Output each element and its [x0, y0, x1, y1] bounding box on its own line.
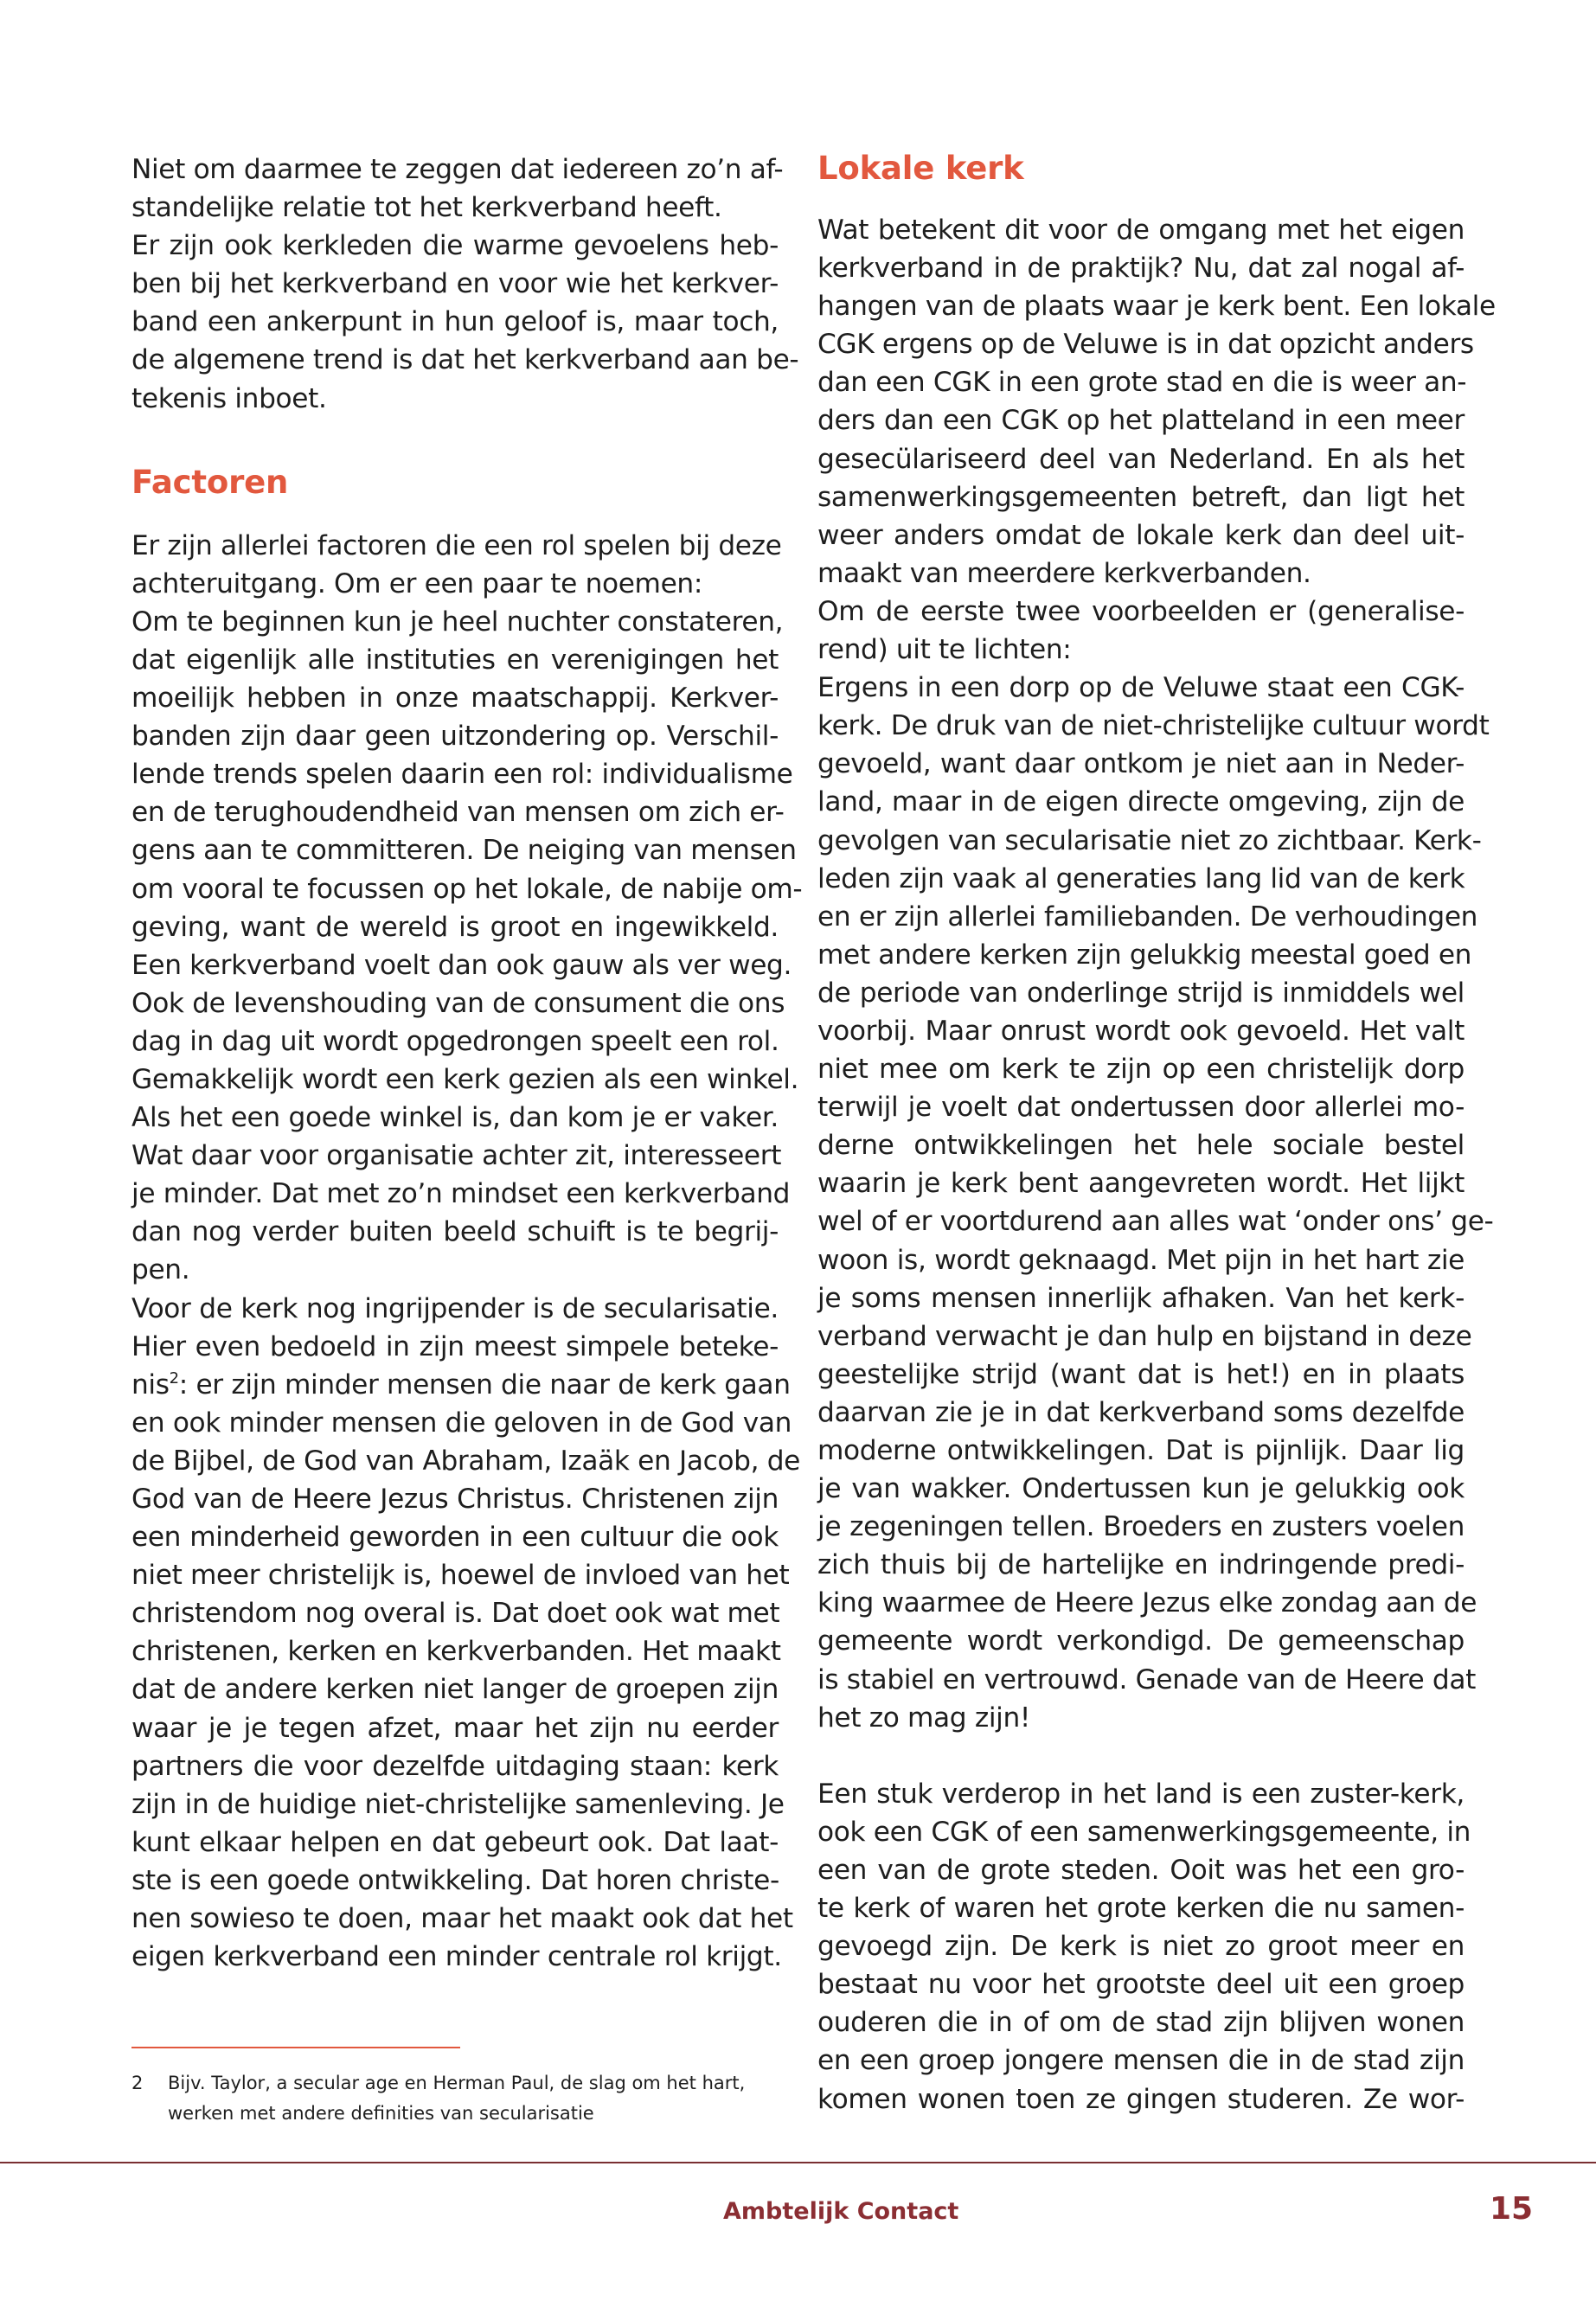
- footnote-divider: [131, 2047, 460, 2048]
- text-line: rend) uit te lichten:: [817, 634, 1072, 666]
- text-line: zijn in de huidige niet-christelijke samenleving. Je: [131, 1788, 785, 1820]
- text-line: gesecülariseerd deel van Nederland. En als het: [817, 443, 1465, 475]
- text-line: land, maar in de eigen directe omgeving, zijn de: [817, 786, 1465, 818]
- text-line: dag in dag uit wordt opgedrongen speelt een rol.: [131, 1025, 779, 1057]
- text-line: Er zijn ook kerkleden die warme gevoelens heb-: [131, 230, 779, 262]
- text-line: geestelijke strijd (want dat is het!) en in plaats: [817, 1358, 1465, 1390]
- text-line: de periode van onderlinge strijd is inmiddels wel: [817, 977, 1465, 1009]
- text-line: ste is een goede ontwikkeling. Dat horen christe-: [131, 1864, 779, 1896]
- text-line: standelijke relatie tot het kerkverband heeft.: [131, 192, 722, 224]
- text-line: daarvan zie je in dat kerkverband soms dezelfde: [817, 1396, 1465, 1428]
- text-line: Ook de levenshouding van de consument die ons: [131, 987, 785, 1019]
- text-line: Wat daar voor organisatie achter zit, interesseert: [131, 1140, 782, 1172]
- text-line: banden zijn daar geen uitzondering op. Verschil-: [131, 721, 779, 753]
- text-line: niet mee om kerk te zijn op een christelijk dorp: [817, 1054, 1465, 1086]
- footnote-reference[interactable]: 2: [169, 1368, 179, 1388]
- text-line: je soms mensen innerlijk afhaken. Van het kerk-: [817, 1282, 1465, 1314]
- text-line: kerkverband in de praktijk? Nu, dat zal nogal af-: [817, 253, 1465, 285]
- text-line: en de terughoudendheid van mensen om zich er-: [131, 797, 785, 829]
- text-line: een van de grote steden. Ooit was het een gro-: [817, 1854, 1465, 1886]
- text-line: je van wakker. Ondertussen kun je gelukkig ook: [817, 1473, 1465, 1505]
- text-line: te kerk of waren het grote kerken die nu samen-: [817, 1893, 1465, 1925]
- footer-publication-title: Ambtelijk Contact: [723, 2198, 959, 2225]
- text-line: kerk. De druk van de niet-christelijke cultuur wordt: [817, 710, 1490, 742]
- text-line: bestaat nu voor het grootste deel uit een groep: [817, 1969, 1465, 2001]
- text-line: ders dan een CGK op het platteland in een meer: [817, 405, 1465, 437]
- text-line: weer anders omdat de lokale kerk dan deel uit-: [817, 519, 1465, 551]
- text-line: de Bijbel, de God van Abraham, Izaäk en Jacob, de: [131, 1445, 800, 1477]
- text-line: een minderheid geworden in een cultuur die ook: [131, 1522, 779, 1554]
- text-line: geving, want de wereld is groot en ingewikkeld.: [131, 911, 779, 943]
- text-line: moeilijk hebben in onze maatschappij. Kerkver-: [131, 683, 779, 715]
- text-line: terwijl je voelt dat ondertussen door allerlei mo-: [817, 1092, 1465, 1124]
- text-line: eigen kerkverband een minder centrale rol krijgt.: [131, 1941, 782, 1973]
- text-line: Een stuk verderop in het land is een zuster-kerk,: [817, 1778, 1465, 1810]
- text-line: waar je je tegen afzet, maar het zijn nu eerder: [131, 1712, 779, 1744]
- section-heading-lokale-kerk: Lokale kerk: [817, 150, 1024, 187]
- text-line: lende trends spelen daarin een rol: individualisme: [131, 759, 793, 791]
- text-line: maakt van meerdere kerkverbanden.: [817, 557, 1311, 589]
- footnote-number: 2: [131, 2073, 144, 2093]
- text-line: dat de andere kerken niet langer de groepen zijn: [131, 1674, 779, 1706]
- text-line: Om de eerste twee voorbeelden er (generalise-: [817, 595, 1465, 627]
- text-line: samenwerkingsgemeenten betreft, dan ligt het: [817, 481, 1465, 513]
- text-line: het zo mag zijn!: [817, 1702, 1031, 1734]
- text-line: komen wonen toen ze gingen studeren. Ze wor-: [817, 2083, 1465, 2115]
- text-line: de algemene trend is dat het kerkverband aan be-: [131, 344, 799, 376]
- text-line: ben bij het kerkverband en voor wie het kerkver-: [131, 268, 779, 300]
- text-line: met andere kerken zijn gelukkig meestal goed en: [817, 939, 1472, 971]
- text-line: en ook minder mensen die geloven in de God van: [131, 1407, 792, 1439]
- right-column: [817, 150, 1496, 2118]
- text-line: dan nog verder buiten beeld schuift is te begrij-: [131, 1216, 779, 1248]
- text-line: Voor de kerk nog ingrijpender is de secularisatie.: [131, 1292, 779, 1324]
- text-line: christendom nog overal is. Dat doet ook wat met: [131, 1598, 780, 1630]
- footnote: [131, 2068, 785, 2129]
- text-line: God van de Heere Jezus Christus. Christenen zijn: [131, 1484, 779, 1515]
- text-line: en een groep jongere mensen die in de stad zijn: [817, 2045, 1465, 2077]
- text-line: gens aan te committeren. De neiging van mensen: [131, 835, 797, 867]
- text-line: pen.: [131, 1254, 190, 1286]
- text-line: woon is, wordt geknaagd. Met pijn in het hart zie: [817, 1244, 1465, 1276]
- text-line: niet meer christelijk is, hoewel de invloed van het: [131, 1560, 790, 1592]
- text-line: om vooral te focussen op het lokale, de nabije om-: [131, 873, 803, 905]
- text-line: wel of er voortdurend aan alles wat ‘onder ons’ ge-: [817, 1206, 1494, 1238]
- text-line: achteruitgang. Om er een paar te noemen:: [131, 567, 703, 599]
- text-line: christenen, kerken en kerkverbanden. Het maakt: [131, 1636, 781, 1668]
- text-line: Gemakkelijk wordt een kerk gezien als een winkel.: [131, 1063, 799, 1095]
- text-line: voorbij. Maar onrust wordt ook gevoeld. Het valt: [817, 1015, 1465, 1047]
- text-line: leden zijn vaak al generaties lang lid van de kerk: [817, 862, 1465, 894]
- left-column: [131, 151, 803, 1976]
- text-line: gevoeld, want daar ontkom je niet aan in Neder-: [817, 748, 1465, 780]
- text-line: gevoegd zijn. De kerk is niet zo groot meer en: [817, 1931, 1465, 1963]
- text-line: gevolgen van secularisatie niet zo zichtbaar. Kerk-: [817, 824, 1482, 856]
- text-line: king waarmee de Heere Jezus elke zondag aan de: [817, 1587, 1477, 1619]
- text-line: waarin je kerk bent aangevreten wordt. Het lijkt: [817, 1168, 1465, 1200]
- text-line: Om te beginnen kun je heel nuchter constateren,: [131, 606, 784, 638]
- lokale-kerk-paragraph: [817, 211, 1496, 1737]
- text-line: je minder. Dat met zo’n mindset een kerkverband: [131, 1178, 791, 1210]
- text-line: nen sowieso te doen, maar het maakt ook dat het: [131, 1903, 793, 1935]
- footnote-text-line: Bijv. Taylor, a secular age en Herman Paul, de slag om het hart,: [168, 2073, 746, 2093]
- text-line: Ergens in een dorp op de Veluwe staat een CGK-: [817, 672, 1465, 704]
- text-line: ouderen die in of om de stad zijn blijven wonen: [817, 2007, 1465, 2039]
- text-line: band een ankerpunt in hun geloof is, maar toch,: [131, 306, 779, 338]
- footnote-text-line: werken met andere definities van secularisatie: [168, 2103, 594, 2124]
- text-line: kunt elkaar helpen en dat gebeurt ook. Dat laat-: [131, 1826, 779, 1858]
- text-line: Wat betekent dit voor de omgang met het eigen: [817, 215, 1465, 246]
- text-line: is stabiel en vertrouwd. Genade van de Heere dat: [817, 1663, 1476, 1695]
- text-line: partners die voor dezelfde uitdaging staan: kerk: [131, 1750, 779, 1782]
- intro-paragraph: [131, 151, 799, 418]
- text-line: Niet om daarmee te zeggen dat iedereen zo’n af-: [131, 154, 784, 185]
- text-line-with-footnote: nis$^2$: er zijn minder mensen die naar de kerk gaan: [131, 1368, 791, 1400]
- factoren-paragraph: [131, 527, 803, 1977]
- text-line: dan een CGK in een grote stad en die is weer an-: [817, 367, 1467, 399]
- text-line: verband verwacht je dan hulp en bijstand in deze: [817, 1320, 1472, 1352]
- text-line: zich thuis bij de hartelijke en indringende predi-: [817, 1549, 1465, 1581]
- text-line: ook een CGK of een samenwerkingsgemeente, in: [817, 1816, 1471, 1848]
- section-heading-factoren: Factoren: [131, 463, 289, 501]
- text-line: tekenis inboet.: [131, 382, 327, 414]
- text-line: CGK ergens op de Veluwe is in dat opzicht anders: [817, 329, 1474, 361]
- text-line: Als het een goede winkel is, dan kom je er vaker.: [131, 1102, 779, 1134]
- page-number: 15: [1490, 2191, 1534, 2227]
- text-line: Hier even bedoeld in zijn meest simpele beteke-: [131, 1330, 779, 1362]
- footer-divider: [0, 2162, 1596, 2163]
- text-line: derne ontwikkelingen het hele sociale bestel: [817, 1130, 1465, 1162]
- text-line: dat eigenlijk alle instituties en verenigingen het: [131, 644, 779, 676]
- text-line: je zegeningen tellen. Broeders en zusters voelen: [817, 1511, 1465, 1543]
- zuster-kerk-paragraph: [817, 1775, 1471, 2118]
- text-line: gemeente wordt verkondigd. De gemeenschap: [817, 1625, 1465, 1657]
- text-line: Er zijn allerlei factoren die een rol spelen bij deze: [131, 529, 782, 561]
- text-line: hangen van de plaats waar je kerk bent. Een lokale: [817, 291, 1496, 323]
- text-line: Een kerkverband voelt dan ook gauw als ver weg.: [131, 949, 792, 981]
- text-line: en er zijn allerlei familiebanden. De verhoudingen: [817, 901, 1478, 933]
- text-line: moderne ontwikkelingen. Dat is pijnlijk. Daar lig: [817, 1435, 1465, 1466]
